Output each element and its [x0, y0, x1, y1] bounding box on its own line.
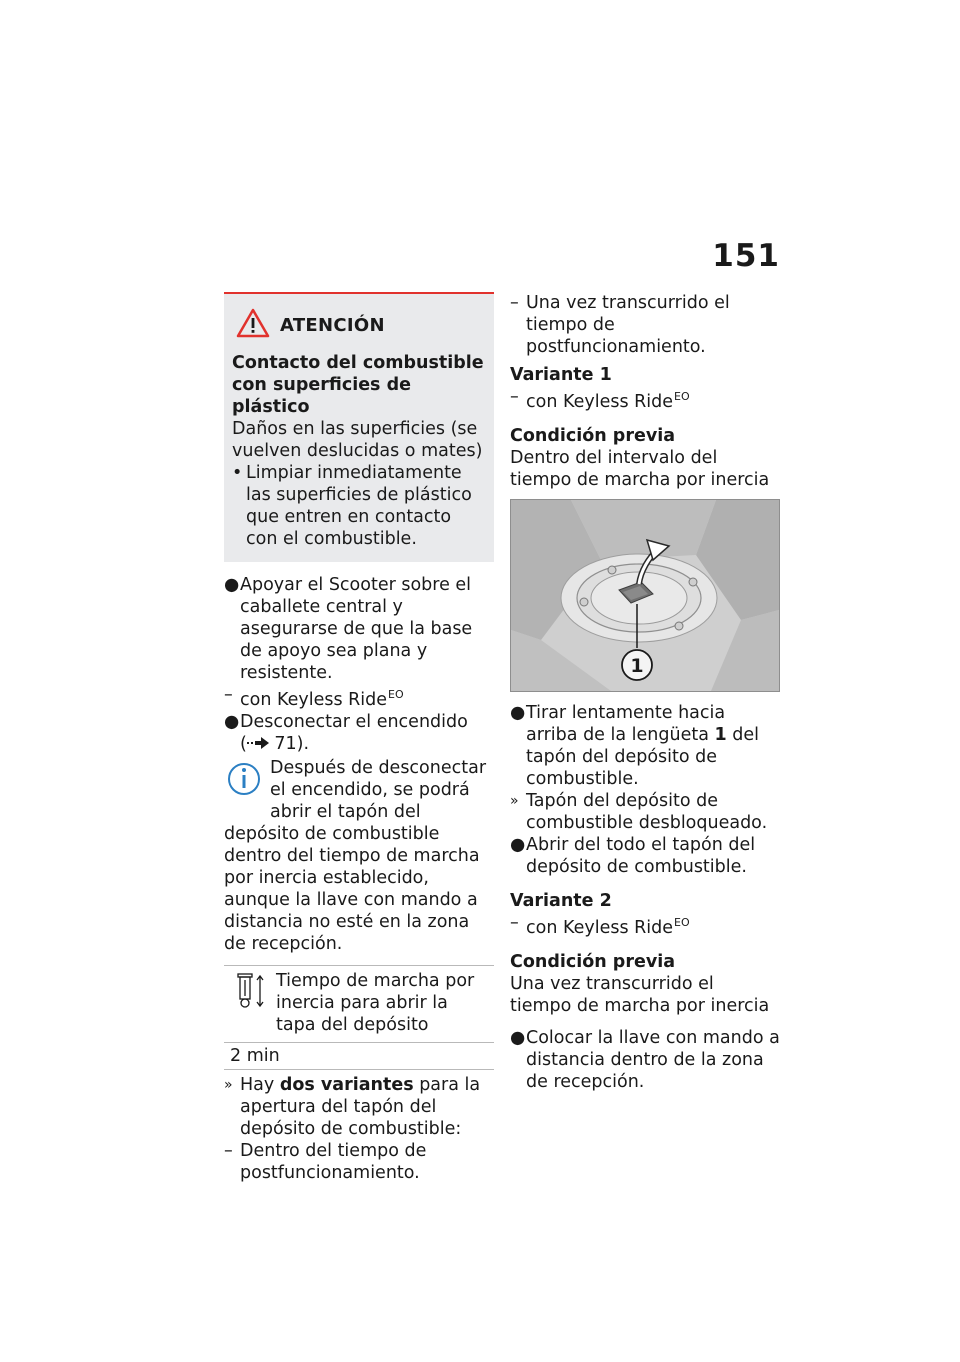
variant-1-title: Variante 1: [510, 365, 612, 385]
dash-marker: –: [510, 913, 519, 933]
spec-value: 2 min: [224, 1042, 494, 1069]
option-text: Una vez transcurrido el tiempo de postfuncionamiento.: [526, 293, 730, 357]
bullet-dot-icon: ●: [224, 712, 240, 732]
bullet-dot-icon: ●: [510, 1028, 526, 1048]
keyless-condition-3: [510, 912, 780, 939]
result-arrow-marker: »: [224, 1077, 233, 1093]
step-support-scooter: [224, 574, 494, 684]
warning-title: ATENCIÓN: [280, 315, 385, 336]
bullet-dot-icon: ●: [224, 575, 240, 595]
precondition-2-title: Condición previa: [510, 952, 676, 972]
step-text: Apoyar el Scooter sobre el caballete central y asegurarse de que la base de apoyo sea plana y resistente.: [240, 575, 473, 683]
dash-marker: –: [224, 685, 233, 705]
keyless-condition-2: [510, 386, 780, 413]
fuel-cap-figure: [510, 499, 780, 692]
warning-bullet: [232, 462, 484, 550]
warning-text: Daños en las superficies (se vuelven deslucidas o mates): [232, 419, 483, 461]
variant-option-2: [510, 292, 780, 358]
step-switch-off-ignition: ● Desconectar el encendido ( 71).: [224, 712, 468, 754]
result-two-variants: [224, 1074, 494, 1140]
spec-label: Tiempo de marcha por inercia para abrir la tapa del depósito: [276, 971, 475, 1035]
info-text: Después de desconectar el encendido, se podrá abrir el tapón del depósito de combustible dentro del tiempo de marcha por inercia establecido, aunque la llave con mando a distancia no esté en la zona de recepción.: [224, 758, 487, 954]
keyless-text: con Keyless Ride: [526, 392, 674, 412]
keyless-superscript: EO: [674, 916, 690, 929]
left-column: [224, 292, 494, 1184]
variant-2-title: Variante 2: [510, 891, 612, 911]
result-text-post: para la apertura del tapón del depósito de combustible:: [240, 1075, 481, 1139]
info-note: [224, 757, 494, 955]
right-column: [510, 292, 780, 1093]
step-place-key: [510, 1027, 780, 1093]
warning-box: [224, 292, 494, 562]
result-text-pre: Hay: [240, 1075, 280, 1095]
option-text: Dentro del tiempo de postfuncionamiento.: [240, 1141, 427, 1183]
step-text: Colocar la llave con mando a distancia dentro de la zona de recepción.: [526, 1028, 780, 1092]
keyless-text: con Keyless Ride: [526, 918, 674, 938]
result-text: Tapón del depósito de combustible desbloqueado.: [526, 791, 768, 833]
warning-subtitle-line1: Contacto del combustible: [232, 353, 484, 373]
bullet-dot-icon: ●: [510, 835, 526, 855]
page-reference[interactable]: 71).: [274, 734, 310, 754]
warning-subtitle-line2: con superficies de plástico: [232, 375, 411, 417]
warning-bullet-text: Limpiar inmediatamente las superficies de plástico que entren en contacto con el combustible.: [246, 463, 472, 549]
page-number: 151: [712, 238, 780, 274]
keyless-condition-1: [224, 684, 494, 711]
fuel-filler-cap-illustration: [511, 500, 779, 691]
step-text-post: del tapón del depósito de combustible.: [526, 725, 759, 789]
step-pull-tab: [510, 702, 780, 790]
result-text-bold: dos variantes: [279, 1075, 414, 1095]
dash-marker: –: [510, 293, 519, 313]
precondition-1-text: Dentro del intervalo del tiempo de marcha por inercia: [510, 448, 770, 490]
bullet-dot-icon: ●: [510, 703, 526, 723]
result-cap-unlocked: [510, 790, 780, 834]
timer-gauge-icon: [234, 972, 268, 1018]
bullet-dot-icon: •: [232, 463, 243, 483]
result-arrow-marker: »: [510, 793, 519, 809]
info-icon: [226, 759, 262, 805]
page-reference-arrow-icon: [247, 734, 269, 754]
callout-number: 1: [630, 655, 644, 677]
dash-marker: –: [510, 387, 519, 407]
step-callout-number: 1: [714, 725, 727, 745]
keyless-superscript: EO: [674, 390, 690, 403]
step-text: Desconectar el encendido: [240, 712, 468, 732]
variant-option-1: [224, 1140, 494, 1184]
step-text-pre: Tirar lentamente hacia arriba de la lengüeta: [526, 703, 726, 745]
spec-table: [224, 965, 494, 1070]
warning-triangle-icon: [236, 308, 270, 344]
keyless-text: con Keyless Ride: [240, 690, 388, 710]
precondition-1-title: Condición previa: [510, 426, 676, 446]
step-open-cap: [510, 834, 780, 878]
dash-marker: –: [224, 1141, 233, 1161]
precondition-2-text: Una vez transcurrido el tiempo de marcha por inercia: [510, 974, 770, 1016]
keyless-superscript: EO: [388, 688, 404, 701]
step-text: Abrir del todo el tapón del depósito de combustible.: [526, 835, 756, 877]
